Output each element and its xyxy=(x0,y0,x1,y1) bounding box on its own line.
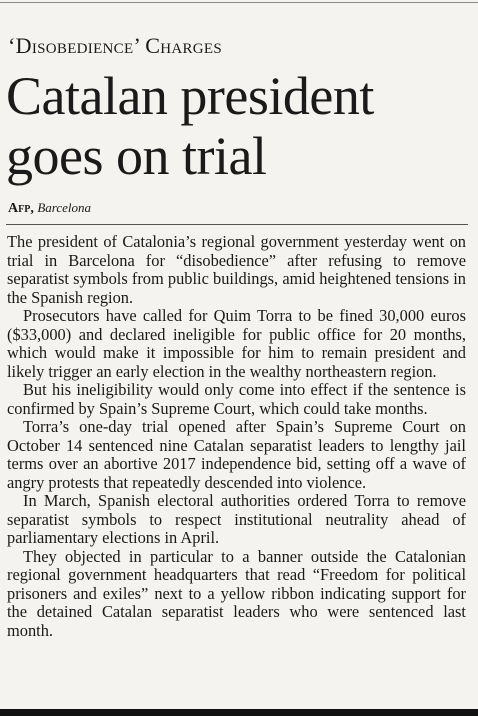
byline-city: Barcelona xyxy=(37,200,91,215)
paragraph-5: In March, Spanish electoral authorities ordered Torra to remove separatist symbols to respect institutional neutrality ahead of parliamentary elections in April. xyxy=(7,491,466,547)
byline-agency: Afp, xyxy=(8,201,34,216)
paragraph-2: Prosecutors have called for Quim Torra to be fined 30,000 euros ($33,000) and declared ineligible for public office for 20 months, which would make it impossible for him to remain president and likely trigger an early election in the wealthy northeastern region. xyxy=(7,306,466,381)
top-rule xyxy=(0,2,478,3)
bottom-edge-bar xyxy=(0,709,478,716)
paragraph-3: But his ineligibility would only come into effect if the sentence is confirmed by Spain’s Supreme Court, which could take months. xyxy=(7,380,466,418)
paragraph-4: Torra’s one-day trial opened after Spain’s Supreme Court on October 14 sentenced nine Catalan separatist leaders to lengthy jail terms over an abortive 2017 independence bid, setting off a wave of angry protests that repeatedly descended into violence. xyxy=(7,417,466,492)
headline: Catalan president goes on trial xyxy=(6,66,374,186)
byline xyxy=(8,199,91,218)
article-body xyxy=(7,233,466,640)
paragraph-6: They objected in particular to a banner outside the Catalonian regional government headquarters that read “Freedom for political prisoners and exiles” next to a yellow ribbon indicating support for the detained Catalan separatist leaders who were sentenced last month. xyxy=(7,546,466,640)
kicker: ‘Disobedience’ Charges xyxy=(8,33,223,58)
byline-rule xyxy=(6,224,468,225)
paragraph-1: The president of Catalonia’s regional government yesterday went on trial in Barcelona for “disobedience” after refusing to remove separatist symbols from public buildings, amid heightened tensions in the Spanish region. xyxy=(7,232,466,307)
